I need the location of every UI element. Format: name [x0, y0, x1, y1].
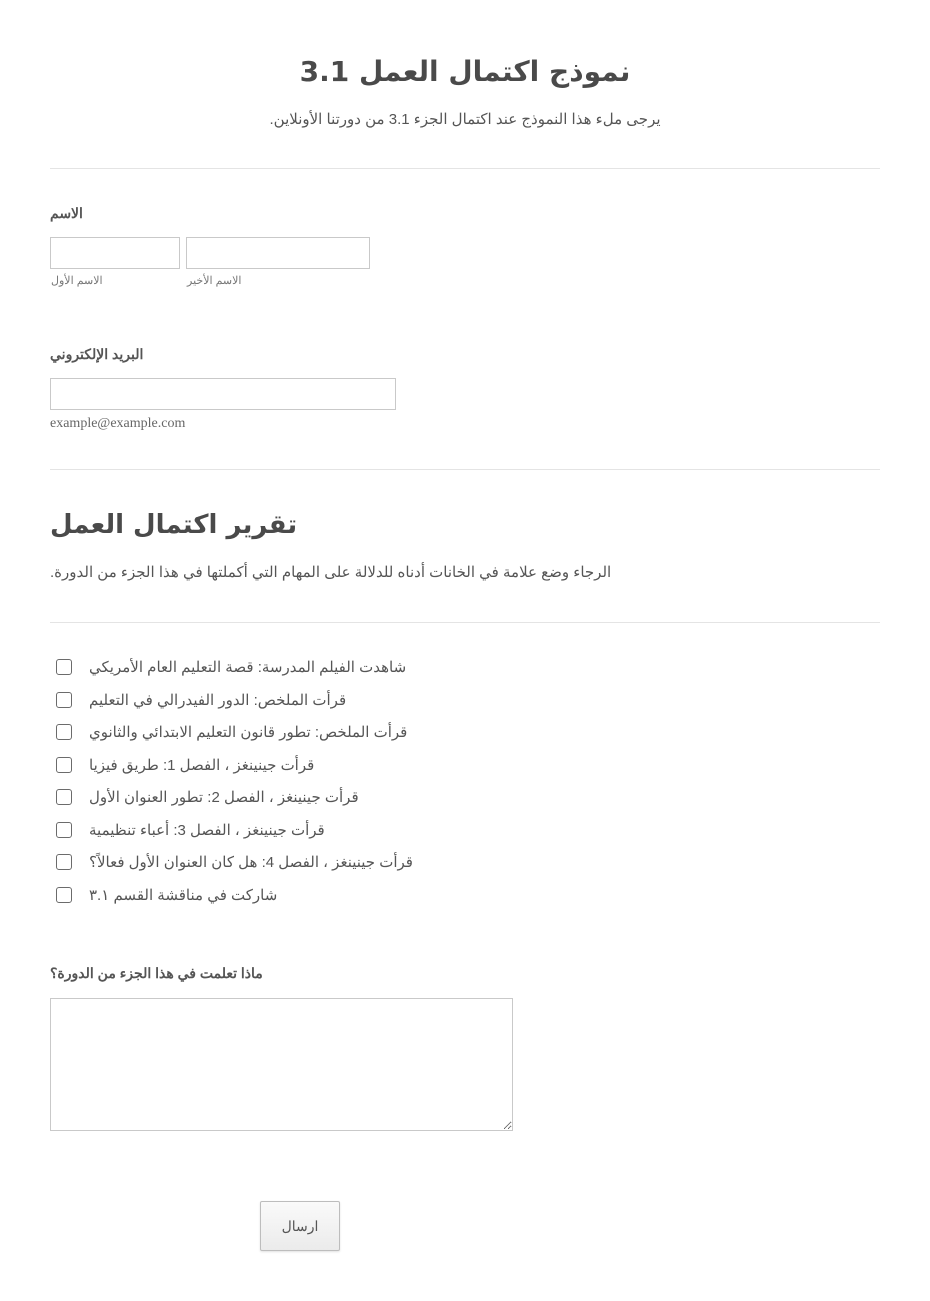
checkbox-label[interactable]: شاركت في مناقشة القسم ٣.١ — [89, 886, 278, 904]
checkbox-label[interactable]: قرأت جينينغز ، الفصل 3: أعباء تنظيمية — [89, 821, 325, 839]
form-subtitle: .يرجى ملء هذا النموذج عند اكتمال الجزء 3.1 من دورتنا الأونلاين — [269, 111, 661, 128]
last-name-sublabel: الاسم الأخير — [187, 275, 242, 287]
checkbox[interactable] — [56, 692, 72, 708]
name-label: الاسم — [50, 205, 83, 221]
checklist-item[interactable] — [56, 781, 413, 814]
section-divider-bottom — [50, 622, 880, 623]
section-description: .الرجاء وضع علامة في الخانات أدناه للدلالة على المهام التي أكملتها في هذا الجزء من الدورة — [50, 564, 612, 581]
checklist-item[interactable] — [56, 814, 413, 847]
checkbox-label[interactable]: قرأت الملخص: الدور الفيدرالي في التعليم — [89, 691, 347, 709]
checklist-item[interactable] — [56, 684, 413, 717]
section-heading: تقرير اكتمال العمل — [50, 510, 298, 540]
checklist-item[interactable] — [56, 716, 413, 749]
first-name-input[interactable] — [50, 237, 180, 269]
email-label: البريد الإلكتروني — [50, 346, 144, 362]
header-divider — [50, 168, 880, 169]
checkbox-label[interactable]: قرأت الملخص: تطور قانون التعليم الابتدائي والثانوي — [89, 724, 408, 742]
checkbox[interactable] — [56, 724, 72, 740]
checkbox[interactable] — [56, 659, 72, 675]
checkbox[interactable] — [56, 789, 72, 805]
submit-button[interactable]: ارسال — [260, 1201, 340, 1251]
task-checklist — [56, 651, 413, 911]
checkbox-label[interactable]: قرأت جينينغز ، الفصل 2: تطور العنوان الأول — [89, 789, 359, 807]
checklist-item[interactable] — [56, 879, 413, 912]
email-hint: example@example.com — [50, 416, 186, 431]
checkbox-label[interactable]: شاهدت الفيلم المدرسة: قصة التعليم العام الأمريكي — [89, 659, 407, 677]
checklist-item[interactable] — [56, 749, 413, 782]
checkbox-label[interactable]: قرأت جينينغز ، الفصل 1: طريق فيزيا — [89, 756, 315, 774]
learned-textarea[interactable] — [50, 998, 513, 1131]
email-input[interactable] — [50, 378, 396, 410]
checkbox[interactable] — [56, 757, 72, 773]
last-name-input[interactable] — [186, 237, 370, 269]
learned-label: ماذا تعلمت في هذا الجزء من الدورة؟ — [50, 965, 263, 981]
section-divider-top — [50, 469, 880, 470]
checkbox[interactable] — [56, 822, 72, 838]
checkbox-label[interactable]: قرأت جينينغز ، الفصل 4: هل كان العنوان الأول فعالاً؟ — [89, 854, 413, 872]
checklist-item[interactable] — [56, 846, 413, 879]
checkbox[interactable] — [56, 887, 72, 903]
checklist-item[interactable] — [56, 651, 413, 684]
form-title: نموذج اكتمال العمل 3.1 — [299, 55, 631, 88]
first-name-sublabel: الاسم الأول — [51, 275, 103, 287]
checkbox[interactable] — [56, 854, 72, 870]
